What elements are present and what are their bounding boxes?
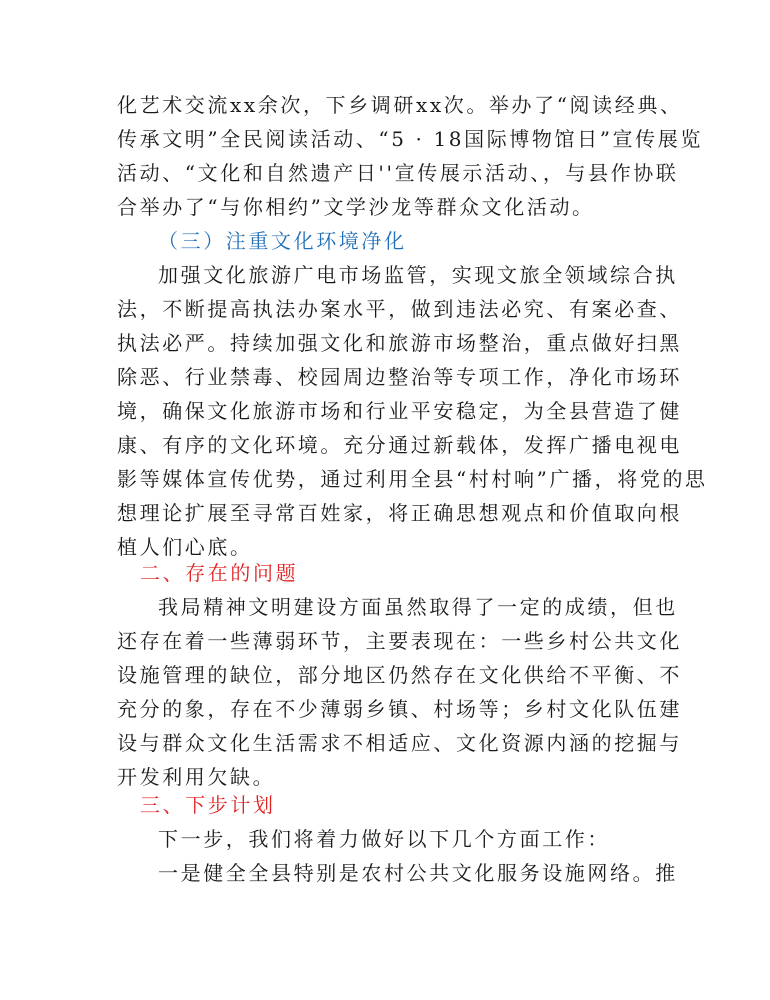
paragraph-line: 充分的象，存在不少薄弱乡镇、村场等；乡村文化队伍建 xyxy=(117,697,682,721)
paragraph-line: 想理论扩展至寻常百姓家，将正确思想观点和价值取向根 xyxy=(117,501,682,525)
paragraph-line: 康、有序的文化环境。充分通过新载体，发挥广播电视电 xyxy=(117,433,682,457)
paragraph-line: 开发利用欠缺。 xyxy=(117,765,276,789)
section-heading-problems: 二、存在的问题 xyxy=(140,561,299,585)
paragraph-line: 法，不断提高执法办案水平，做到违法必究、有案必查、 xyxy=(117,297,682,321)
paragraph-line: 传承文明”全民阅读活动、“5 · 18国际博物馆日”宣传展览 xyxy=(117,127,703,151)
paragraph-line: 植人们心底。 xyxy=(117,535,253,559)
section-subheading: （三）注重文化环境净化 xyxy=(158,229,407,253)
paragraph-line: 还存在着一些薄弱环节，主要表现在：一些乡村公共文化 xyxy=(117,629,682,653)
paragraph-line: 影等媒体宣传优势，通过利用全县“村村响”广播，将党的思 xyxy=(117,467,708,491)
paragraph-line: 执法必严。持续加强文化和旅游市场整治，重点做好扫黑 xyxy=(117,331,682,355)
paragraph-line: 活动、“文化和自然遗产日''宣传展示活动、，与县作协联 xyxy=(117,161,679,185)
paragraph-line: 我局精神文明建设方面虽然取得了一定的成绩，但也 xyxy=(158,595,678,619)
paragraph-line: 设施管理的缺位，部分地区仍然存在文化供给不平衡、不 xyxy=(117,663,682,687)
paragraph-line: 除恶、行业禁毒、校园周边整治等专项工作，净化市场环 xyxy=(117,365,682,389)
paragraph-line: 境，确保文化旅游市场和行业平安稳定，为全县营造了健 xyxy=(117,399,682,423)
paragraph-line: 加强文化旅游广电市场监管，实现文旅全领域综合执 xyxy=(158,263,678,287)
paragraph-line: 设与群众文化生活需求不相适应、文化资源内涵的挖掘与 xyxy=(117,731,682,755)
paragraph-line: 化艺术交流xx余次，下乡调研xx次。举办了“阅读经典、 xyxy=(117,93,683,117)
paragraph-line: 下一步，我们将着力做好以下几个方面工作： xyxy=(158,827,610,851)
section-heading-plan: 三、下步计划 xyxy=(140,793,276,817)
paragraph-line: 合举办了“与你相约”文学沙龙等群众文化活动。 xyxy=(117,195,595,219)
paragraph-line: 一是健全全县特别是农村公共文化服务设施网络。推 xyxy=(158,861,678,885)
